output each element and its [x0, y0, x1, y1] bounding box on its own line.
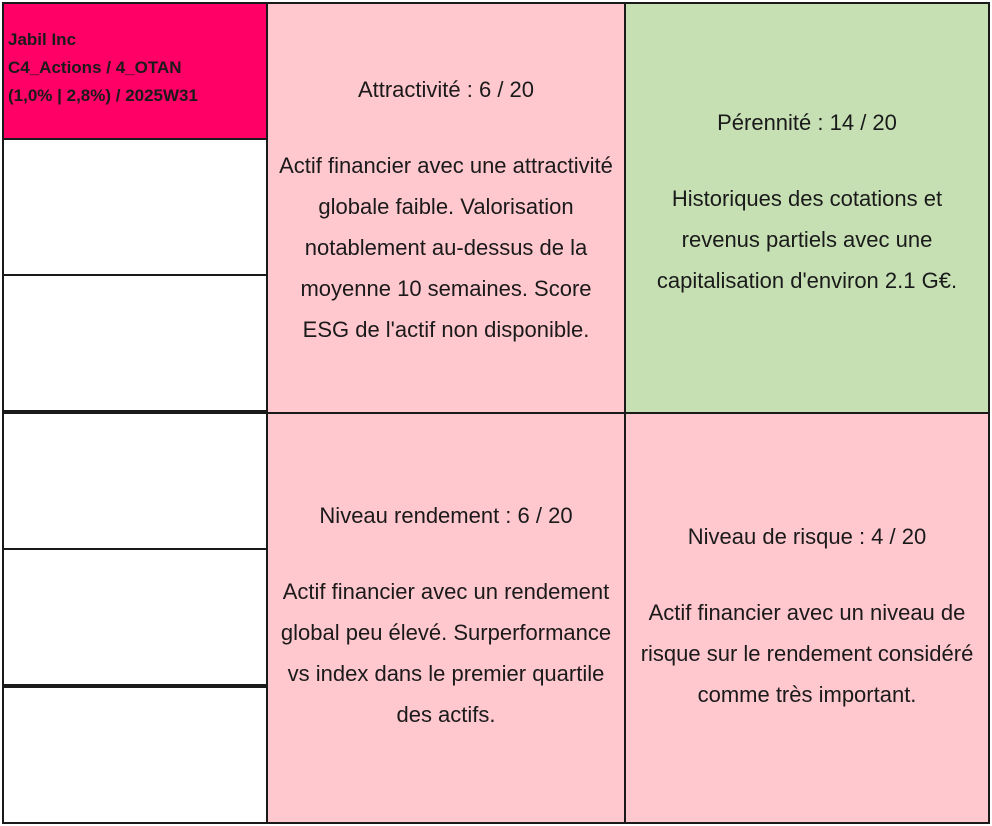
perennite-title: Pérennité : 14 / 20 [717, 109, 897, 135]
rendement-title: Niveau rendement : 6 / 20 [319, 503, 573, 528]
asset-weights-period: (1,0% | 2,8%) / 2025W31 [8, 86, 198, 105]
perennite-text: Historiques des cotations et revenus partiels avec une capitalisation d'environ 2.1 G€. [656, 185, 958, 293]
attractivite-text: Actif financier avec une attractivité globale faible. Valorisation notablement au-dessus de la moyenne 10 semaines. Score ESG de l'actif non disponible. [279, 152, 613, 342]
risque-card [624, 412, 990, 824]
empty-cell-1 [2, 138, 268, 276]
empty-cell-2 [2, 274, 268, 412]
attractivite-title: Attractivité : 6 / 20 [357, 76, 535, 102]
perennite-card [624, 2, 990, 414]
asset-header-cell [2, 2, 268, 140]
empty-cell-3 [2, 412, 268, 550]
risque-title: Niveau de risque : 4 / 20 [687, 523, 927, 549]
attractivite-card [266, 2, 626, 414]
asset-category: C4_Actions / 4_OTAN [8, 58, 182, 77]
rendement-text: Actif financier avec un rendement global peu élevé. Surperformance vs index dans le premier quartile des actifs. [280, 579, 612, 727]
rendement-card [266, 412, 626, 824]
risque-text: Actif financier avec un niveau de risque sur le rendement considéré comme très important. [640, 599, 974, 707]
empty-cell-5 [2, 686, 268, 824]
empty-cell-4 [2, 548, 268, 686]
asset-name: Jabil Inc [8, 30, 77, 49]
